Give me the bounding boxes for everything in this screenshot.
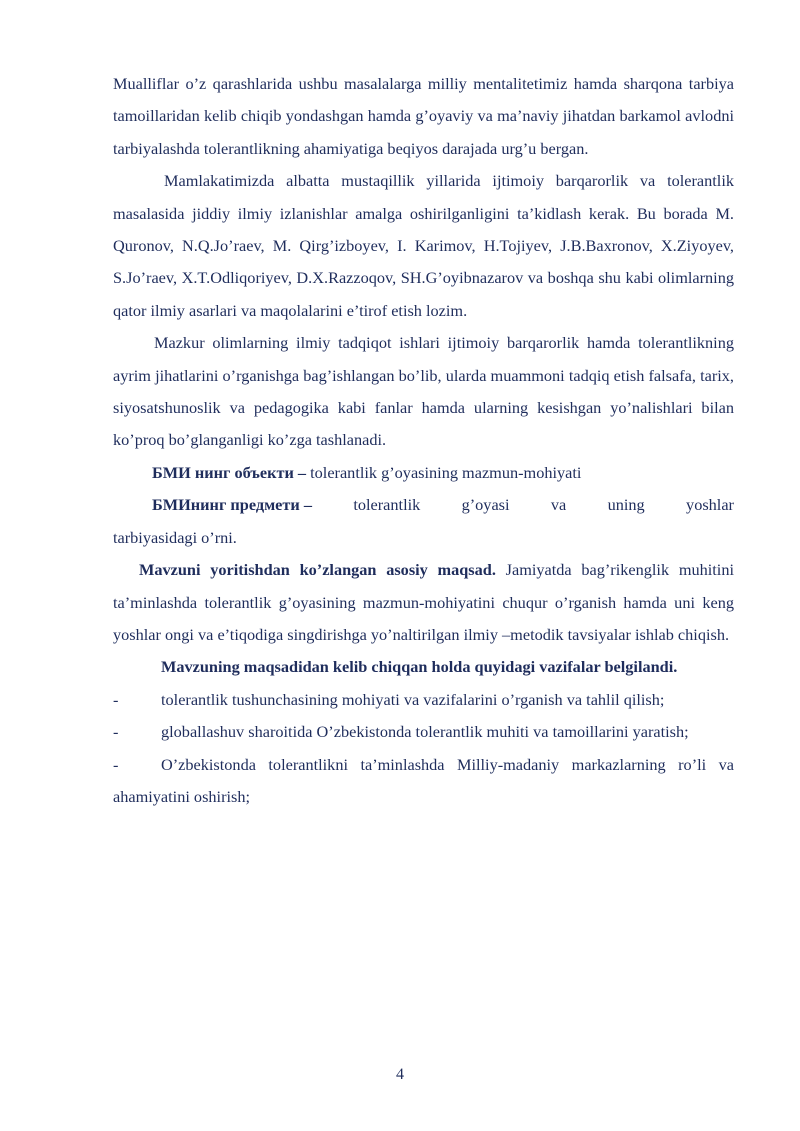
- task-text: globallashuv sharoitida O’zbekistonda tolerantlik muhiti va tamoillarini yaratish;: [161, 722, 689, 742]
- research-object-text: tolerantlik g’oyasining mazmun-mohiyati: [310, 462, 582, 482]
- task-item: [113, 716, 734, 748]
- research-subject-line: [113, 489, 734, 521]
- task-item: [113, 684, 734, 716]
- research-object-label: БМИ нинг объекти –: [152, 462, 307, 482]
- paragraph-authors: Mualliflar o’z qarashlarida ushbu masalalarga milliy mentalitetimiz hamda sharqona tarbiya tamoillaridan kelib chiqib yondashgan hamda g’oyaviy va ma’naviy jihatdan barkamol avlodni tarbiyalashda tolerantlikning ahamiyatiga beqiyos darajada urg’u bergan.: [113, 74, 734, 158]
- task-text: O’zbekistonda tolerantlikni ta’minlashda Milliy-madaniy markazlarning ro’li va ahamiyatini oshirish;: [113, 754, 734, 806]
- research-subject: [113, 489, 734, 554]
- research-subject-continuation: tarbiyasidagi o’rni.: [113, 527, 237, 547]
- task-dash: -: [113, 754, 119, 774]
- task-text: tolerantlik tushunchasining mohiyati va vazifalarini o’rganish va tahlil qilish;: [161, 689, 665, 709]
- research-subject-word: va: [550, 495, 567, 515]
- task-item: [113, 749, 734, 814]
- document-body: [113, 68, 734, 813]
- research-goal-label: Mavzuni yoritishdan ko’zlangan asosiy maqsad.: [139, 560, 496, 580]
- paragraph-researchers: Mamlakatimizda albatta mustaqillik yillarida ijtimoiy barqarorlik va tolerantlik masalasida jiddiy ilmiy izlanishlar amalga oshirilganligini ta’kidlash kerak. Bu borada M. Quronov, N.Q.Jo’raev, M. Qirg’izboyev, I. Karimov, H.Tojiyev, J.B.Baxronov, X.Ziyoyev, S.Jo’raev, X.T.Odliqoriyev, D.X.Razzoqov, SH.G’oyibnazarov va boshqa shu kabi olimlarning qator ilmiy asarlari va maqolalarini e’tirof etish lozim.: [113, 171, 734, 320]
- tasks-heading-text: Mavzuning maqsadidan kelib chiqqan holda quyidagi vazifalar belgilandi.: [161, 657, 678, 677]
- research-subject-word: uning: [607, 495, 645, 515]
- task-dash: -: [113, 722, 119, 742]
- paragraph-research-works: Mazkur olimlarning ilmiy tadqiqot ishlari ijtimoiy barqarorlik hamda tolerantlikning ayrim jihatlarini o’rganishga bag’ishlangan bo’lib, ularda muammoni tadqiq etish falsafa, tarix, siyosatshunoslik va pedagogika kabi fanlar hamda ularning kesishgan yo’nalishlari bilan ko’proq bo’glanganligi ko’zga tashlanadi.: [113, 333, 734, 450]
- research-subject-label: БМИнинг предмети –: [152, 495, 312, 515]
- research-subject-word: yoshlar: [686, 495, 734, 515]
- research-goal: [113, 554, 734, 651]
- research-object: [113, 457, 734, 489]
- page-number: 4: [396, 1066, 404, 1083]
- research-goal-text: Jamiyatda bag’rikenglik muhitini ta’minlashda tolerantlik g’oyasining mazmun-mohiyatini chuqur o’rganish hamda uni keng yoshlar ongi va e’tiqodiga singdirishga yo’naltirilgan ilmiy –metodik tavsiyalar ishlab chiqish.: [113, 560, 734, 644]
- task-dash: -: [113, 689, 119, 709]
- research-subject-word: g’oyasi: [461, 495, 510, 515]
- research-subject-word: tolerantlik: [353, 495, 421, 515]
- tasks-heading: [113, 651, 734, 683]
